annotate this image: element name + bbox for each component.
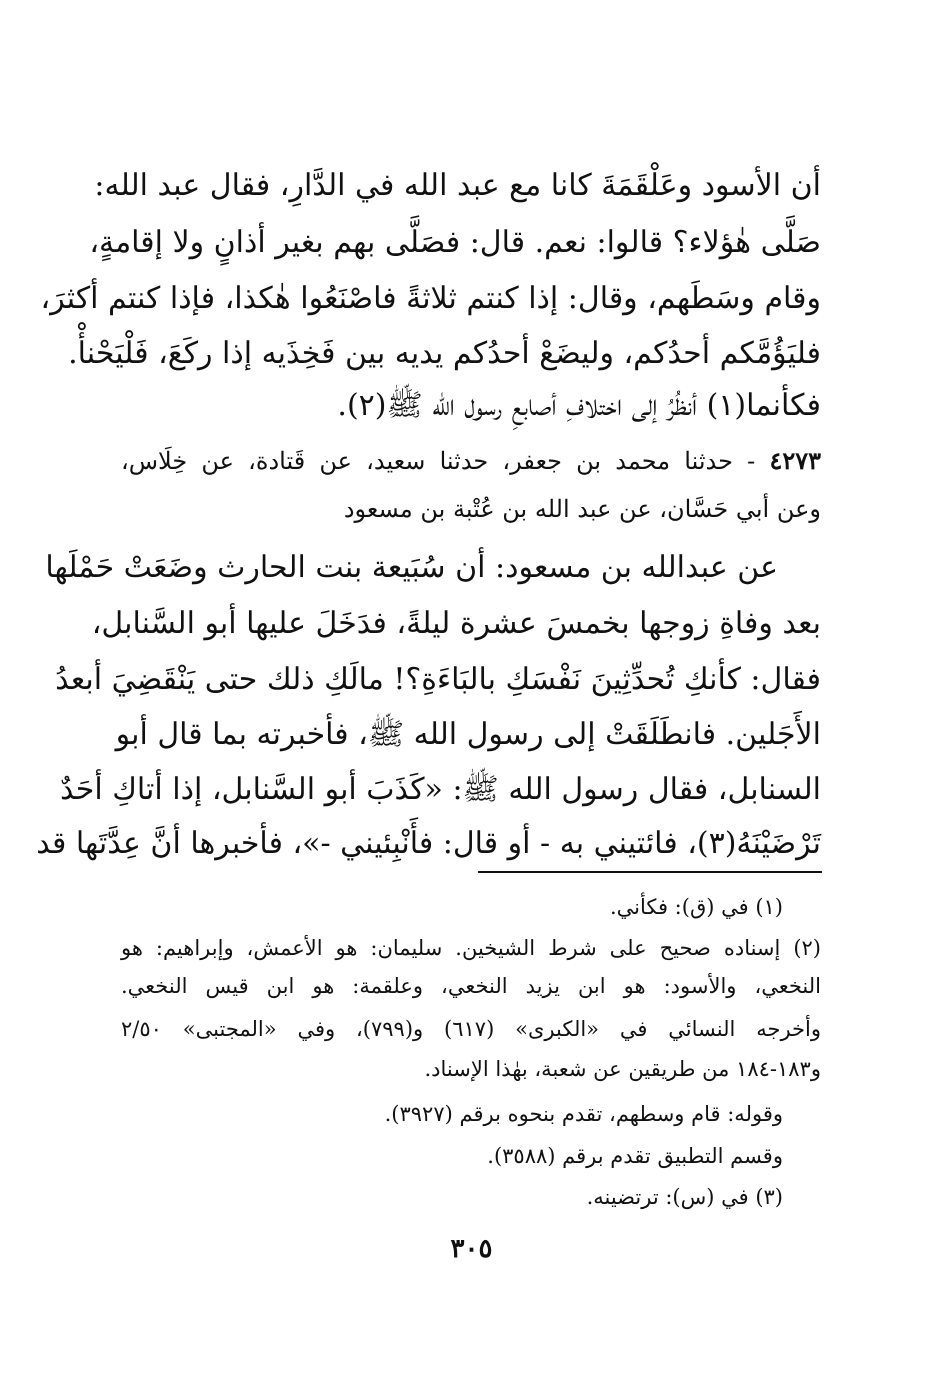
- hadith-text-line: تَرْضَيْنَهُ(٣)، فائتيني به - أو قال: فأَنْبِئيني -»، فأخبرها أنَّ عِدَّتَها قد: [36, 826, 821, 861]
- page-number: ٣٠٥: [450, 1234, 493, 1264]
- hadith-text-line: السنابل، فقال رسول الله ﷺ: «كَذَبَ أبو السَّنابل، إذا أتاكِ أحَدٌ: [60, 772, 821, 807]
- hadith-number: ٤٢٧٣: [769, 446, 821, 475]
- hadith-text-line: فقال: كأنكِ تُحدِّثِينَ نَفْسَكِ بالبَاءَةِ؟! مالَكِ ذلك حتى يَنْقَضِيَ أبعدُ: [55, 662, 821, 697]
- footnote-divider: [478, 871, 822, 873]
- footnote-2-note: وقسم التطبيق تقدم برقم (٣٥٨٨).: [487, 1144, 783, 1168]
- hadith-text-line: الأَجَلين. فانطَلَقَتْ إلى رسول الله ﷺ، فأخبرته بما قال أبو: [115, 717, 821, 752]
- footnote-1: (١) في (ق): فكأني.: [609, 895, 783, 919]
- main-text-line: فليَؤُمَّكم أحدُكم، وليضَعْ أحدُكم يديه بين فَخِذَيه إذا ركَعَ، فَلْيَحْنأْ.: [68, 336, 821, 371]
- hadith-chain-line: [121, 437, 821, 485]
- footnote-3: (٣) في (س): ترتضينه.: [586, 1185, 783, 1209]
- hadith-chain-text: - حدثنا محمد بن جعفر، حدثنا سعيد، عن قَتادة، عن خِلَاس،: [121, 447, 756, 475]
- footnote-2-line: (٢) إسناده صحيح على شرط الشيخين. سليمان: هو الأعمش، وإبراهيم: هو: [121, 936, 821, 960]
- hadith-chain-line: وعن أبي حَسَّان، عن عبد الله بن عُتْبة بن مسعود: [343, 495, 821, 523]
- main-text-line: وقام وسَطَهم، وقال: إذا كنتم ثلاثةً فاصْنَعُوا هٰكذا، فإذا كنتم أكثرَ،: [40, 281, 821, 316]
- hadith-text-line: عن عبدالله بن مسعود: أن سُبَيعة بنت الحارث وضَعَتْ حَمْلَها: [45, 550, 778, 585]
- main-text-line: فكأنما(١) أنظُرُ إلى اختلافِ أصابعِ رسول الله ﷺ(٢).: [337, 388, 821, 423]
- hadith-text-line: بعد وفاةِ زوجها بخمسَ عشرة ليلةً، فدَخَلَ عليها أبو السَّنابل،: [91, 606, 821, 641]
- footnote-2-note: وقوله: قام وسطهم، تقدم بنحوه برقم (٣٩٢٧).: [384, 1102, 783, 1126]
- footnote-2-line: النخعي، والأسود: هو ابن يزيد النخعي، وعلقمة: هو ابن قيس النخعي.: [121, 974, 821, 998]
- footnote-2-source-line: وأخرجه النسائي في «الكبرى» (٦١٧) و(٧٩٩)، وفي «المجتبى» ٢/٥٠: [121, 1017, 822, 1041]
- main-text-line: أن الأسود وعَلْقَمَةَ كانا مع عبد الله في الدَّارِ، فقال عبد الله:: [94, 168, 821, 203]
- footnote-2-source-line: و١٨٣-١٨٤ من طريقين عن شعبة، بهٰذا الإسناد.: [424, 1057, 821, 1081]
- main-text-line: صَلَّى هٰؤلاء؟ قالوا: نعم. قال: فصَلَّى بهم بغير أذانٍ ولا إقامةٍ،: [89, 225, 821, 260]
